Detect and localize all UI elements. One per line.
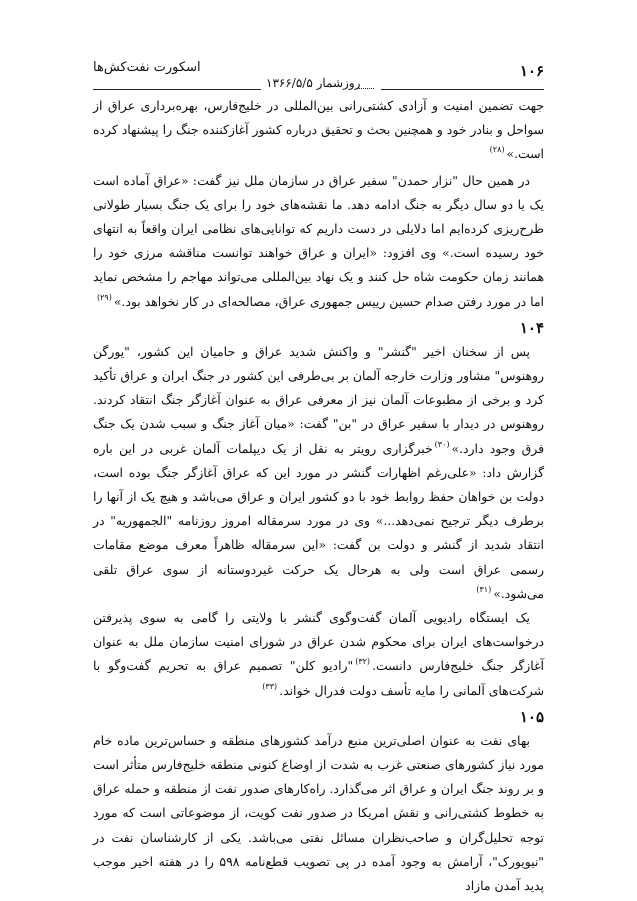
paragraph: بهای نفت به عنوان اصلی‌ترین منبع درآمد کشورهای منطقه و حساس‌ترین ماده خام مورد نیاز کشورهای صنعتی غرب به شدت از اوضاع کنونی منطقه خلیج‌فارس متأثر است و بر روند جنگ ایران و عراق اثر می‌گذارد. راه‌کارهای صدور نفت از منطقه و حمله عراق به خطوط کشتی‌رانی و نقش امریکا در صدور نفت کویت، از موضوعاتی است که مورد توجه تحلیل‌گران و صاحب‌نظران مسائل نفتی می‌باشد. یکی از کارشناسان نفت در "نیویورک"، آرامش به وجود آمده در پی تصویب قطع‌نامه ۵۹۸ را در هفته اخیر موجب پدید آمدن مازاد — [93, 732, 544, 894]
paragraph: جهت تضمین امنیت و آزادی کشتی‌رانی بین‌المللی در خلیج‌فارس، بهره‌برداری عراق از سواحل و بنادر خود و همچنین بحث و تحقیق درباره کشور آغازکننده جنگ را پیشنهاد کرده است.»$^{(۲۸)}$ — [93, 98, 544, 162]
footnote-ref: (۳۱) — [476, 584, 492, 594]
header-leader — [356, 88, 374, 89]
book-title: اسکورت نفت‌کش‌ها — [93, 60, 201, 75]
date-label: روزشمار ۱۳۶۶/۵/۵ — [266, 76, 361, 90]
footnote-ref: (۳۰) — [434, 439, 450, 449]
footnote-ref: (۲۹) — [96, 292, 112, 302]
page-header — [93, 60, 544, 94]
footnote-ref: (۲۸) — [489, 145, 505, 155]
paragraph: در همین حال "نزار حمدن" سفیر عراق در سازمان ملل نیز گفت: «عراق آماده است یک یا دو سال دیگر به جنگ ادامه دهد. ما نقشه‌های خود را برای یک جنگ بسیار طولانی طرح‌ریزی کرده‌ایم اما دلایلی در دست داریم که توانایی‌های نظامی ایران واقعاً به انتهای خود رسیده است.» وی افزود: «ایران و عراق خواهند توانست مناقشه مرزی خود را همانند زمان حکومت شاه حل کنند و یک نهاد بین‌المللی می‌تواند مهاجم را مشخص نماید اما در مورد رفتن صدام حسین رییس جمهوری عراق، مصالحه‌ای در کار نخواهد بود.»$^{(۲۹)}$ — [93, 172, 544, 309]
paragraph: یک ایستگاه رادیویی آلمان گفت‌وگوی گنشر با ولایتی را گامی به سوی پذیرفتن درخواست‌های ایران برای محکوم شدن عراق در شورای امنیت سازمان ملل به عنوان آغازگر جنگ خلیج‌فارس دانست.$^{(۳۲)}$"رادیو کلن" تصمیم عراق به تحریم گفت‌وگو با شرکت‌های آلمانی را مایه تأسف دولت فدرال خواند.$^{(۳۳)}$ — [93, 610, 544, 698]
footnote-ref: (۳۳) — [262, 681, 278, 691]
header-rule-right — [381, 89, 544, 90]
section-number: ۱۰۵ — [519, 707, 544, 726]
section-number: ۱۰۴ — [519, 318, 544, 337]
page-body — [93, 94, 544, 898]
header-rule-left — [93, 89, 261, 90]
footnote-ref: (۳۲) — [355, 657, 371, 667]
page-number: ۱۰۶ — [519, 62, 544, 80]
paragraph: پس از سخنان اخیر "گنشر" و واکنش شدید عراق و حامیان این کشور، "یورگن روهنوس" مشاور وزارت خارجه آلمان بر بی‌طرفی این کشور در جنگ ایران و عراق تأکید کرد و برخی از مطبوعات آلمان نیز از معرفی عراق به عنوان آغازگر جنگ انتقاد کردند. روهنوس در دیدار با سفیر عراق در "بن" گفت: «میان آغاز جنگ و سبب شدن یک جنگ فرق وجود دارد.»$^{(۳۰)}$خبرگزاری رویتر به نقل از یک دیپلمات آلمان غربی در این باره گزارش داد: «علی‌رغم اظهارات گنشر در مورد این که عراق آغازگر جنگ بوده است، دولت بن خواهان حفظ روابط خود با دو کشور ایران و عراق می‌باشد و هیچ یک از آنها را برطرف دیگر ترجیح نمی‌دهد...» وی در مورد سرمقاله امروز روزنامه "الجمهوریه" در انتقاد شدید از گنشر و دولت بن گفت: «این سرمقاله ظاهراً معرف موضع مقامات رسمی عراق است ولی به هرحال یک حرکت غیردوستانه از سوی عراق تلقی می‌شود.»$^{(۳۱)}$ — [93, 343, 545, 601]
